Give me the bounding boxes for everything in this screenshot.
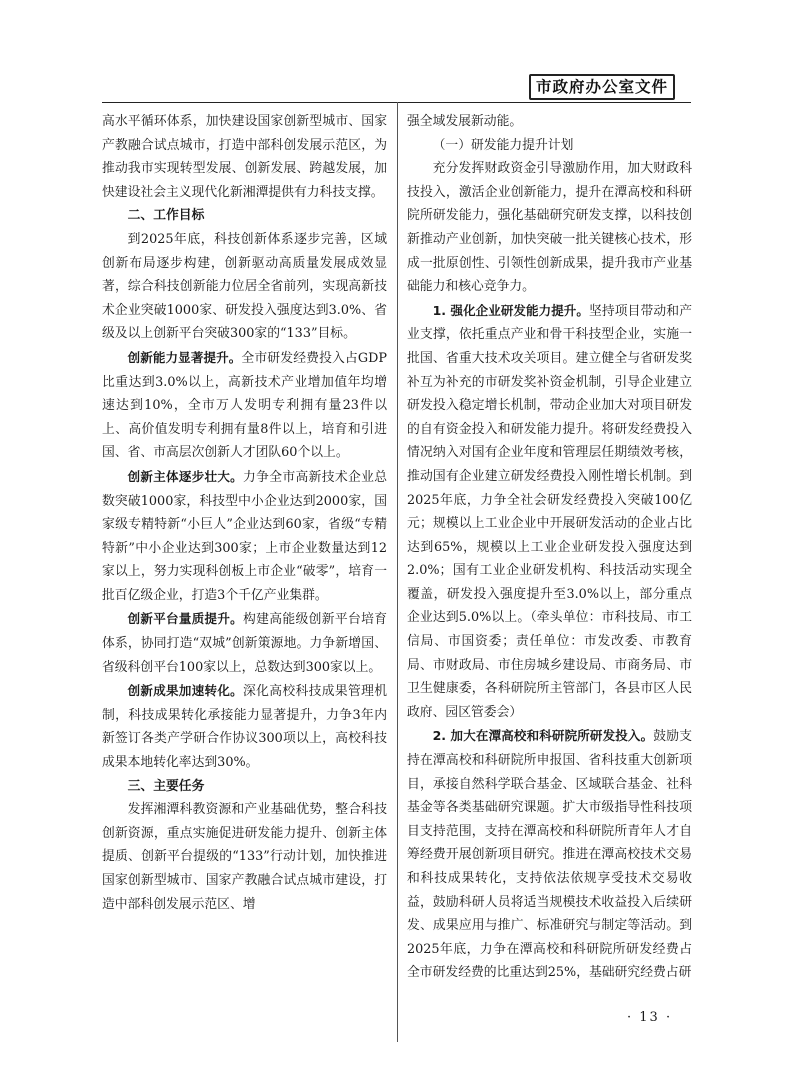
goal-capability-paragraph (102, 346, 387, 465)
subsection-one-text: 充分发挥财政资金引导激励作用，加大财政科技投入，激活企业创新能力，提升在潭高校和科研院所研发能力，强化基础研究研发支撑，以科技创新推动产业创新，加快突破一批关键核心技术，形成一批原创性、引领性创新成果，提升我市产业基础能力和核心竞争力。 (407, 161, 692, 295)
goal-platform-paragraph (102, 607, 387, 679)
goal-transform-lead: 创新成果加速转化。 (127, 683, 243, 699)
goal-platform-text: 构建高能级创新平台培育体系，协同打造“双城”创新策源地。力争新增国、省级科创平台100家以上，总数达到300家以上。 (102, 612, 387, 675)
goal-platform-lead: 创新平台量质提升。 (127, 611, 243, 627)
goal-transform-text: 深化高校科技成果管理机制，科技成果转化承接能力显著提升，力争3年内新签订各类产学研合作协议300项以上，高校科技成果本地转化率达到30%。 (102, 684, 387, 771)
item-two-text: 鼓励支持在潭高校和科研院所申报国、省科技重大创新项目，承接自然科学联合基金、区域联合基金、社科基金等各类基础研究课题。扩大市级指导性科技项目支持范围，支持在潭高校和科研院所青年人才自筹经费开展创新项目研究。推进在潭高校技术交易和科技成果转化，支持依法依规享受技术交易收益，鼓励科研人员将适当规模技术收益投入后续研发、成果应用与推广、标准研究与制定等活动。到2025年底，力争在潭高校和科研院所研发经费占全市研发经费的比重达到25%，基础研究经费占研 (407, 729, 692, 981)
column-divider (397, 102, 398, 1042)
section-label: 市政府办公室文件 (529, 74, 675, 100)
subsection-one-heading: （一）研发能力提升计划 (432, 137, 574, 153)
goal-transform-paragraph (102, 679, 387, 774)
goal-subject-lead: 创新主体逐步壮大。 (127, 468, 243, 484)
item-two-lead: 2. 加大在潭高校和科研院所研发投入。 (432, 728, 654, 744)
item-one-lead: 1. 强化企业研发能力提升。 (432, 302, 589, 318)
item-one-text: 坚持项目带动和产业支撑，依托重点产业和骨干科技型企业，实施一批国、省重大技术攻关项目。建立健全与省研发奖补互为补充的市研发奖补资金机制，引导企业建立研发投入稳定增长机制，带动企业加大对项目研发的自有资金投入和研发能力提升。将研发经费投入情况纳入对国有企业年度和管理层任期绩效考核，推动国有企业建立研发经费投入刚性增长机制。到2025年底，力争全社会研发经费投入突破100亿元；规模以上工业企业中开展研发活动的企业占比达到65%，规模以上工业企业研发投入强度达到2.0%；国有工业企业研发机构、科技活动实现全覆盖，研发投入强度提升至3.0%以上，部分重点企业达到5.0%以上。（牵头单位：市科技局、市工信局、市国资委；责任单位：市发改委、市教育局、市财政局、市住房城乡建设局、市商务局、市卫生健康委，各科研院所主管部门，各县市区人民政府、园区管委会） (407, 303, 692, 720)
right-column (407, 110, 692, 985)
section-two-heading: 二、工作目标 (127, 208, 205, 224)
item-one-paragraph (407, 299, 692, 725)
goal-capability-lead: 创新能力显著提升。 (127, 349, 242, 365)
section-three-heading: 三、主要任务 (127, 778, 205, 794)
tasks-intro-continuation: 强全域发展新动能。 (407, 114, 523, 129)
goal-subject-paragraph (102, 465, 387, 608)
page-number: · 13 · (627, 1010, 673, 1025)
goal-subject-text: 力争全市高新技术企业总数突破1000家，科技型中小企业达到2000家，国家级专精特新“小巨人”企业达到60家，省级“专精特新”中小企业达到300家；上市企业数量达到12家以上，努力实现科创板上市企业“破零”，培育一批百亿级企业，打造3个千亿产业集群。 (102, 469, 387, 603)
goal-capability-text: 全市研发经费投入占GDP比重达到3.0%以上，高新技术产业增加值年均增速达到10%，全市万人发明专利拥有量23件以上、高价值发明专利拥有量8件以上，培育和引进国、省、市高层次创新人才团队60个以上。 (102, 350, 387, 461)
left-column (102, 110, 387, 916)
intro-continuation: 高水平循环体系，加快建设国家创新型城市、国家产教融合试点城市，打造中部科创发展示范区，为推动我市实现转型发展、创新发展、跨越发展，加快建设社会主义现代化新湘潭提供有力科技支撑。 (102, 114, 387, 200)
item-two-paragraph (407, 724, 692, 985)
goal-overview: 到2025年底，科技创新体系逐步完善，区域创新布局逐步构建，创新驱动高质量发展成效显著，综合科技创新能力位居全省前列，实现高新技术企业突破1000家、研发投入强度达到3.0%、省级及以上创新平台突破300家的“133”目标。 (102, 231, 387, 342)
tasks-intro: 发挥湘潭科教资源和产业基础优势，整合科技创新资源，重点实施促进研发能力提升、创新主体提质、创新平台提级的“133”行动计划，加快推进国家创新型城市、国家产教融合试点城市建设，打造中部科创发展示范区、增 (102, 802, 387, 912)
